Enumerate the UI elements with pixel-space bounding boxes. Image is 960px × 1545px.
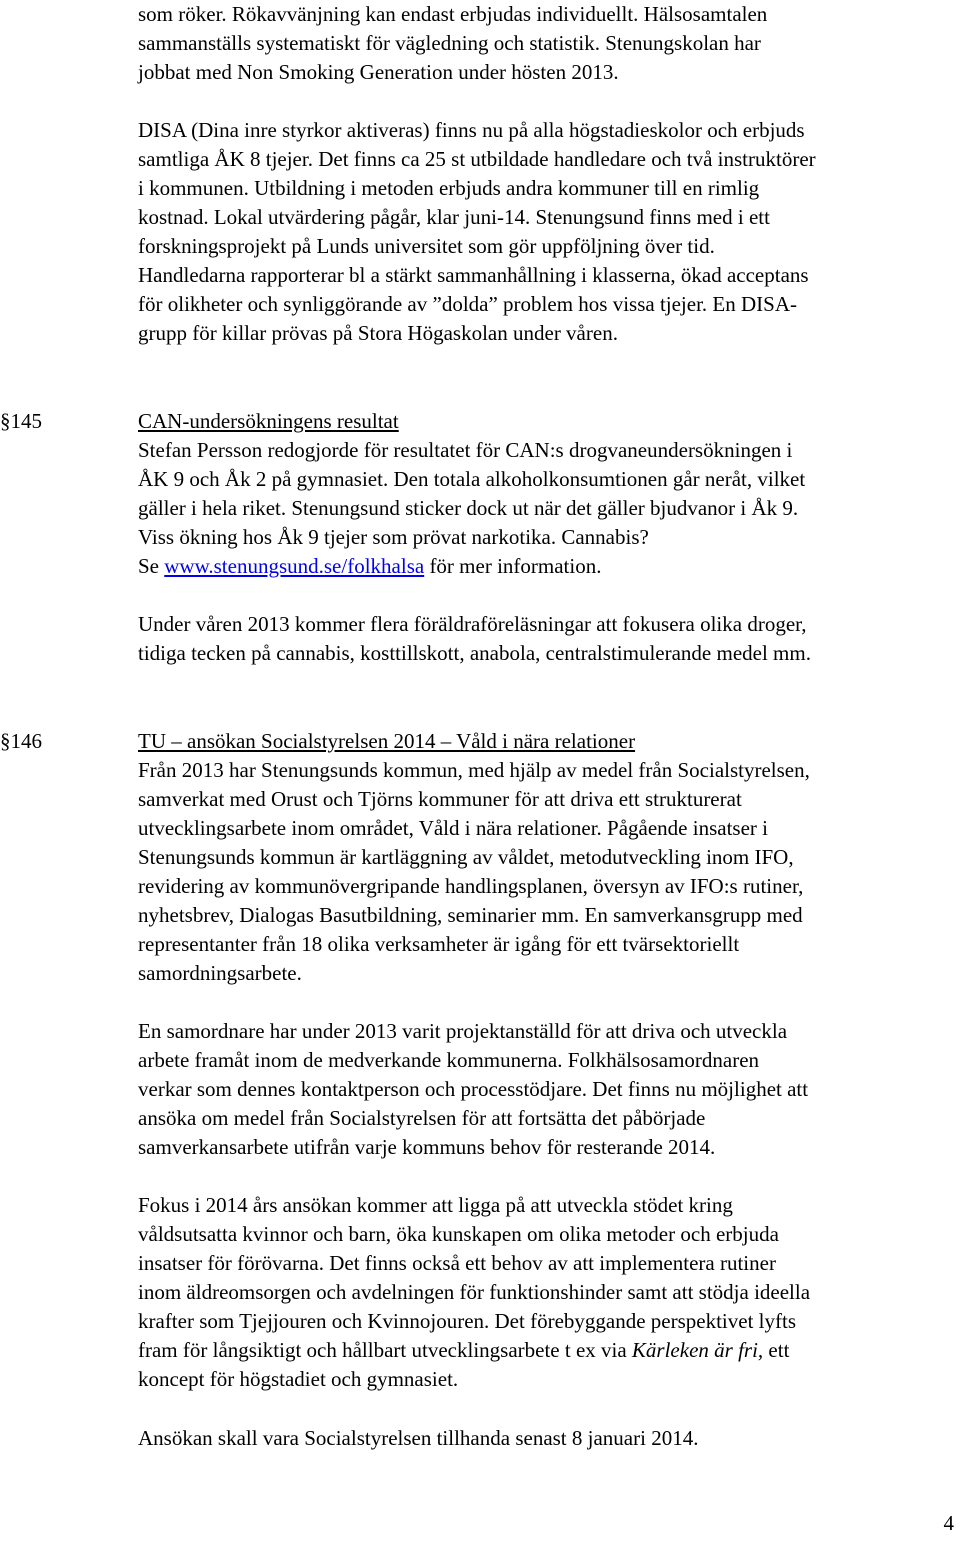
section-146-line: arbete framåt inom de medverkande kommunerna. Folkhälsosamordnaren — [138, 1048, 760, 1072]
disa-paragraph — [138, 116, 960, 348]
page-number: 4 — [943, 1511, 954, 1535]
intro-paragraph — [138, 0, 960, 87]
line-suffix: ett — [763, 1338, 790, 1362]
section-145-line: ÅK 9 och Åk 2 på gymnasiet. Den totala alkoholkonsumtionen går neråt, vilket — [138, 467, 806, 491]
section-146-line: ansöka om medel från Socialstyrelsen för att fortsätta det påbörjade — [138, 1106, 706, 1130]
section-145-line: Viss ökning hos Åk 9 tjejer som prövat narkotika. Cannabis? — [138, 525, 649, 549]
section-146-paragraph-3 — [138, 1191, 960, 1394]
disa-line: grupp för killar prövas på Stora Högaskolan under våren. — [138, 321, 618, 345]
section-146-line — [138, 1336, 960, 1365]
disa-line: kostnad. Lokal utvärdering pågår, klar juni-14. Stenungsund finns med i ett — [138, 205, 770, 229]
section-146-line: koncept för högstadiet och gymnasiet. — [138, 1367, 459, 1391]
section-146-line: En samordnare har under 2013 varit projektanställd för att driva och utveckla — [138, 1019, 788, 1043]
line-prefix: fram för långsiktigt och hållbart utvecklingsarbete t ex via — [138, 1338, 632, 1362]
section-146-number: §146 — [0, 729, 42, 753]
section-145-paragraph-2 — [138, 610, 960, 668]
section-146-paragraph-4 — [138, 1424, 960, 1453]
section-146-line: inom äldreomsorgen och avdelningen för funktionshinder samt att stödja ideella — [138, 1280, 811, 1304]
section-145-line: Stefan Persson redogjorde för resultatet för CAN:s drogvaneundersökningen i — [138, 438, 793, 462]
disa-line: i kommunen. Utbildning i metoden erbjuds andra kommuner till en rimlig — [138, 176, 760, 200]
folkhalsa-link[interactable]: www.stenungsund.se/folkhalsa — [164, 554, 425, 578]
section-146-line: revidering av kommunövergripande handlingsplanen, översyn av IFO:s rutiner, — [138, 874, 804, 898]
disa-line: för olikheter och synliggörande av ”dolda” problem hos vissa tjejer. En DISA- — [138, 292, 797, 316]
section-146-line: representanter från 18 olika verksamheter är igång för ett tvärsektoriellt — [138, 932, 740, 956]
section-146-line: utvecklingsarbete inom området, Våld i nära relationer. Pågående insatser i — [138, 816, 768, 840]
campaign-name: Kärleken är fri, — [631, 1338, 764, 1362]
section-146-line: Ansökan skall vara Socialstyrelsen tillhanda senast 8 januari 2014. — [138, 1426, 699, 1450]
disa-line: samtliga ÅK 8 tjejer. Det finns ca 25 st utbildade handledare och två instruktörer — [138, 147, 816, 171]
section-146-line: verkar som dennes kontaktperson och processtödjare. Det finns nu möjlighet att — [138, 1077, 809, 1101]
section-145-number: §145 — [0, 409, 42, 433]
section-145-line: gäller i hela riket. Stenungsund sticker dock ut när det gäller bjudvanor i Åk 9. — [138, 496, 799, 520]
disa-line: DISA (Dina inre styrkor aktiveras) finns nu på alla högstadieskolor och erbjuds — [138, 118, 805, 142]
link-prefix: Se — [138, 554, 165, 578]
section-146-heading: TU – ansökan Socialstyrelsen 2014 – Våld i nära relationer — [138, 729, 636, 753]
intro-line: som röker. Rökavvänjning kan endast erbjudas individuellt. Hälsosamtalen — [138, 2, 768, 26]
section-146-line: våldsutsatta kvinnor och barn, öka kunskapen om olika metoder och erbjuda — [138, 1222, 779, 1246]
section-146-line: samverkansarbete utifrån varje kommuns behov för resterande 2014. — [138, 1135, 716, 1159]
section-146-line: nyhetsbrev, Dialogas Basutbildning, seminarier mm. En samverkansgrupp med — [138, 903, 803, 927]
section-145-link-line — [138, 552, 960, 581]
section-146-line: samverkat med Orust och Tjörns kommuner för att driva ett strukturerat — [138, 787, 742, 811]
section-145-line: Under våren 2013 kommer flera föräldraföreläsningar att fokusera olika droger, — [138, 612, 807, 636]
section-146-line: samordningsarbete. — [138, 961, 302, 985]
section-146-line: Från 2013 har Stenungsunds kommun, med hjälp av medel från Socialstyrelsen, — [138, 758, 810, 782]
section-146-paragraph-2 — [138, 1017, 960, 1162]
disa-line: forskningsprojekt på Lunds universitet som gör uppföljning över tid. — [138, 234, 715, 258]
disa-line: Handledarna rapporterar bl a stärkt sammanhållning i klasserna, ökad acceptans — [138, 263, 809, 287]
section-145-heading: CAN-undersökningens resultat — [138, 409, 399, 433]
link-suffix: för mer information. — [424, 554, 602, 578]
section-145-line: tidiga tecken på cannabis, kosttillskott, anabola, centralstimulerande medel mm. — [138, 641, 811, 665]
section-146-line: insatser för förövarna. Det finns också ett behov av att implementera rutiner — [138, 1251, 776, 1275]
intro-line: jobbat med Non Smoking Generation under hösten 2013. — [138, 60, 619, 84]
section-145-paragraph — [138, 436, 960, 581]
section-146-line: Fokus i 2014 års ansökan kommer att ligga på att utveckla stödet kring — [138, 1193, 733, 1217]
section-146-paragraph-1 — [138, 756, 960, 988]
intro-line: sammanställs systematiskt för vägledning och statistik. Stenungskolan har — [138, 31, 761, 55]
section-146-line: Stenungsunds kommun är kartläggning av våldet, metodutveckling inom IFO, — [138, 845, 794, 869]
section-146-line: krafter som Tjejjouren och Kvinnojouren. Det förebyggande perspektivet lyfts — [138, 1309, 797, 1333]
